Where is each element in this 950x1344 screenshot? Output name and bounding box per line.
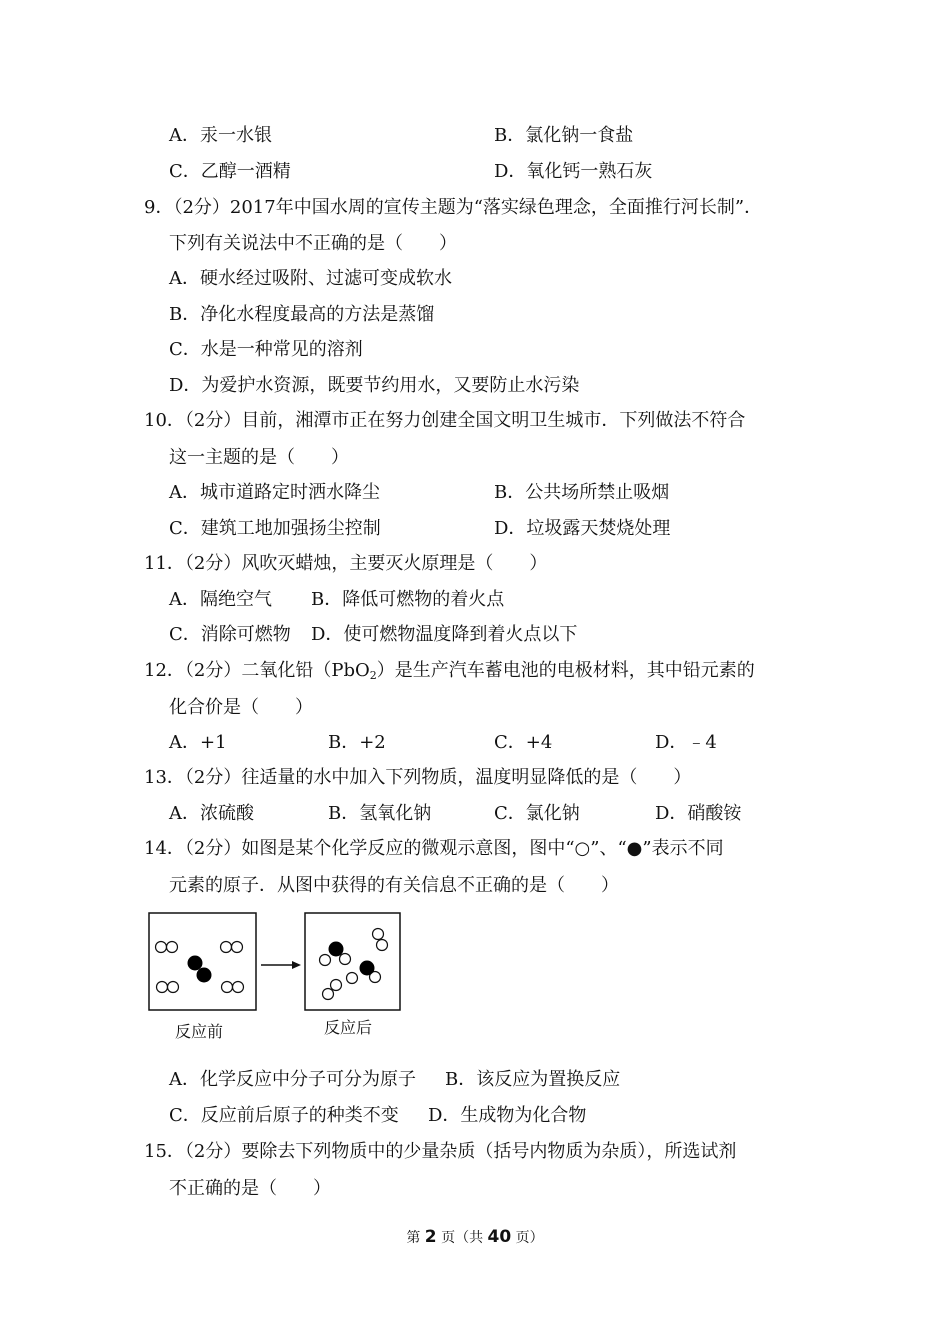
q12-option-d: D．﹣4 — [655, 732, 717, 753]
reaction-diagram-svg — [148, 912, 408, 1014]
q12-subscript: 2 — [369, 669, 377, 682]
q13-option-a: A．浓硫酸 — [169, 803, 254, 824]
q11-stem-line1: 11．（2分）风吹灭蜡烛，主要灭火原理是（ ） — [144, 553, 548, 574]
q12-option-a: A．+1 — [169, 732, 227, 753]
before-black-molecule — [188, 956, 212, 983]
q9-option-c: C．水是一种常见的溶剂 — [169, 339, 363, 360]
reaction-diagram — [148, 912, 408, 1041]
q11-option-d: D．使可燃物温度降到着火点以下 — [311, 624, 578, 645]
label-after-reaction: 反应后 — [324, 1018, 373, 1037]
q12-stem-post: ）是生产汽车蓄电池的电极材料，其中铅元素的 — [376, 660, 755, 681]
q10-option-b: B．公共场所禁止吸烟 — [494, 482, 670, 503]
before-box — [149, 913, 256, 1010]
page-footer — [0, 1226, 950, 1249]
q9-option-d: D．为爱护水资源，既要节约用水，又要防止水污染 — [169, 375, 580, 396]
q9-stem-line2: 下列有关说法中不正确的是（ ） — [169, 233, 457, 254]
q8-option-d: D．氧化钙一熟石灰 — [494, 161, 653, 182]
q10-stem-line1: 10．（2分）目前，湘潭市正在努力创建全国文明卫生城市．下列做法不符合 — [144, 410, 746, 431]
q14-option-d: D．生成物为化合物 — [428, 1105, 587, 1126]
footer-mid: 页（共 — [441, 1230, 484, 1246]
footer-post: 页） — [515, 1230, 544, 1246]
q8-option-c: C．乙醇一酒精 — [169, 161, 291, 182]
q9-option-a: A．硬水经过吸附、过滤可变成软水 — [169, 268, 452, 289]
q14-option-a: A．化学反应中分子可分为原子 — [169, 1069, 416, 1090]
q11-option-b: B．降低可燃物的着火点 — [311, 589, 505, 610]
q10-option-d: D．垃圾露天焚烧处理 — [494, 518, 671, 539]
q15-stem-line2: 不正确的是（ ） — [169, 1178, 331, 1199]
footer-total-pages: 40 — [487, 1227, 512, 1247]
after-white-atoms — [320, 929, 388, 1000]
q14-option-c: C．反应前后原子的种类不变 — [169, 1105, 399, 1126]
q12-stem-line1 — [144, 659, 755, 688]
q9-option-b: B．净化水程度最高的方法是蒸馏 — [169, 304, 435, 325]
q13-option-c: C．氯化钠 — [494, 803, 580, 824]
q13-option-d: D．硝酸铵 — [655, 803, 742, 824]
q10-option-a: A．城市道路定时洒水降尘 — [169, 482, 380, 503]
footer-pre: 第 — [406, 1230, 421, 1246]
q12-stem-line2: 化合价是（ ） — [169, 697, 313, 718]
q14-stem-line2: 元素的原子．从图中获得的有关信息不正确的是（ ） — [169, 875, 619, 896]
q12-stem-pre: 12．（2分）二氧化铅（PbO — [144, 660, 370, 681]
label-before-reaction: 反应前 — [175, 1022, 224, 1041]
q13-option-b: B．氢氧化钠 — [328, 803, 432, 824]
reaction-arrow-head — [292, 961, 301, 969]
q12-option-b: B．+2 — [328, 732, 386, 753]
q8-option-b: B．氯化钠一食盐 — [494, 125, 634, 146]
q14-stem-line1: 14．（2分）如图是某个化学反应的微观示意图，图中“○”、“●”表示不同 — [144, 838, 724, 859]
q10-stem-line2: 这一主题的是（ ） — [169, 447, 349, 468]
q13-stem-line1: 13．（2分）往适量的水中加入下列物质，温度明显降低的是（ ） — [144, 767, 692, 788]
q11-option-c: C．消除可燃物 — [169, 624, 291, 645]
after-black-atoms — [329, 942, 375, 976]
footer-page-number: 2 — [424, 1227, 437, 1247]
q8-option-a: A．汞一水银 — [169, 125, 272, 146]
q9-stem-line1: 9．（2分）2017年中国水周的宣传主题为“落实绿色理念，全面推行河长制”． — [144, 197, 763, 218]
q11-option-a: A．隔绝空气 — [169, 589, 272, 610]
q15-stem-line1: 15．（2分）要除去下列物质中的少量杂质（括号内物质为杂质），所选试剂 — [144, 1141, 737, 1162]
q10-option-c: C．建筑工地加强扬尘控制 — [169, 518, 381, 539]
q14-option-b: B．该反应为置换反应 — [445, 1069, 621, 1090]
q12-option-c: C．+4 — [494, 732, 553, 753]
